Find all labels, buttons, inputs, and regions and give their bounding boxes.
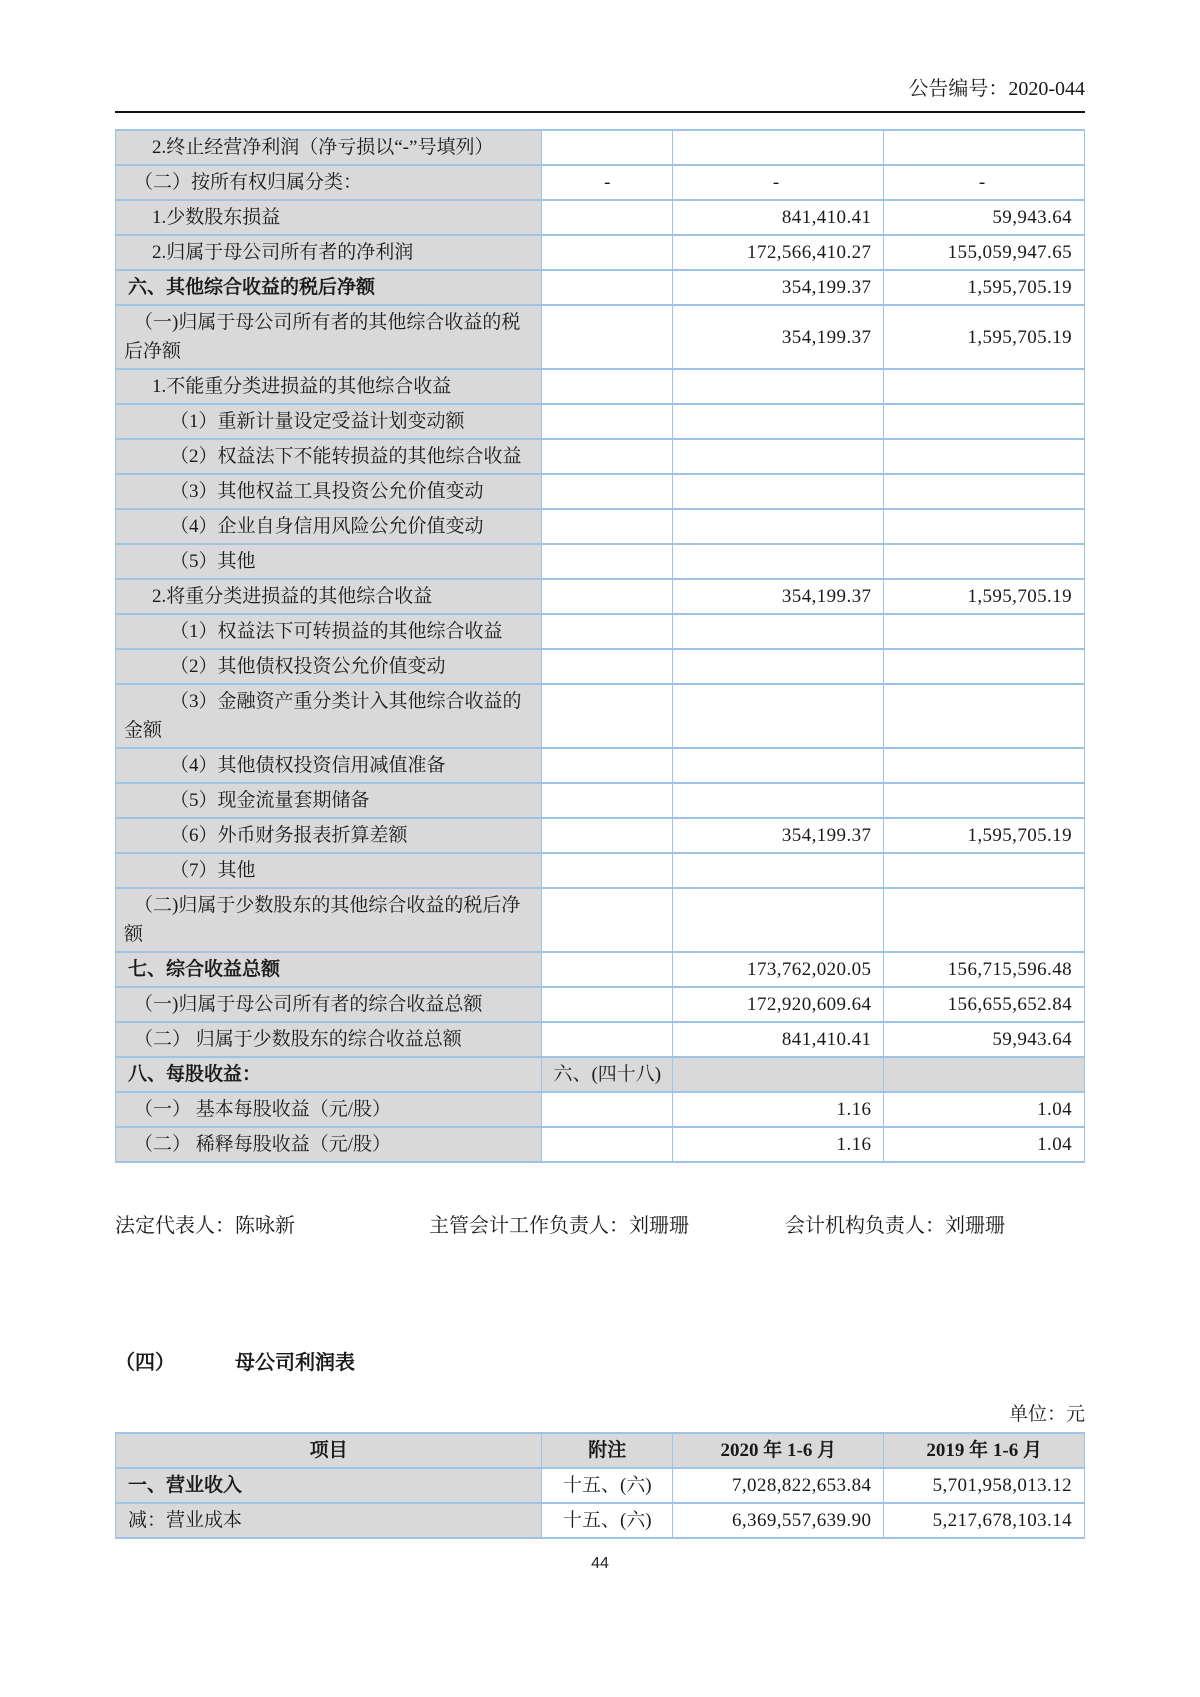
note-cell xyxy=(542,952,673,987)
value-2019-cell: 5,701,958,013.12 xyxy=(884,1468,1085,1503)
label-cell: （5）现金流量套期储备 xyxy=(116,783,542,818)
note-cell xyxy=(542,684,673,748)
value-2019-cell: 5,217,678,103.14 xyxy=(884,1503,1085,1538)
header-divider xyxy=(115,111,1085,113)
value-2020-cell: 1.16 xyxy=(673,1127,884,1162)
table-row xyxy=(116,200,1085,235)
value-2019-cell: 1,595,705.19 xyxy=(884,305,1085,369)
accounting-department-head: 会计机构负责人：刘珊珊 xyxy=(785,1215,1005,1237)
note-cell xyxy=(542,818,673,853)
value-2020-cell: 841,410.41 xyxy=(673,200,884,235)
note-cell xyxy=(542,270,673,305)
table-row xyxy=(116,509,1085,544)
value-2020-cell: 1.16 xyxy=(673,1092,884,1127)
label-cell: （2）权益法下不能转损益的其他综合收益 xyxy=(116,439,542,474)
table-row xyxy=(116,614,1085,649)
value-2020-cell xyxy=(673,783,884,818)
value-2019-cell xyxy=(884,439,1085,474)
table-row xyxy=(116,1057,1085,1092)
value-2020-cell xyxy=(673,130,884,165)
label-cell: 八、每股收益： xyxy=(116,1057,542,1092)
value-2019-cell: 1,595,705.19 xyxy=(884,579,1085,614)
value-2019-cell xyxy=(884,544,1085,579)
note-cell xyxy=(542,439,673,474)
label-cell: （二） 归属于少数股东的综合收益总额 xyxy=(116,1022,542,1057)
table-row xyxy=(116,130,1085,165)
value-2019-cell xyxy=(884,130,1085,165)
value-2020-cell xyxy=(673,748,884,783)
value-2019-cell: 1.04 xyxy=(884,1127,1085,1162)
col-header-2019: 2019 年 1-6 月 xyxy=(884,1433,1085,1468)
table-row xyxy=(116,1127,1085,1162)
table-row xyxy=(116,888,1085,952)
table-row xyxy=(116,369,1085,404)
label-cell: （7）其他 xyxy=(116,853,542,888)
label-cell: 减：营业成本 xyxy=(116,1503,542,1538)
value-2020-cell xyxy=(673,684,884,748)
value-2020-cell: 6,369,557,639.90 xyxy=(673,1503,884,1538)
note-cell xyxy=(542,853,673,888)
value-2019-cell xyxy=(884,853,1085,888)
table-row xyxy=(116,987,1085,1022)
page-content xyxy=(115,0,1085,1573)
value-2020-cell xyxy=(673,369,884,404)
section-heading xyxy=(115,1346,1085,1375)
value-2019-cell xyxy=(884,684,1085,748)
note-cell: - xyxy=(542,165,673,200)
col-header-item: 项目 xyxy=(116,1433,542,1468)
value-2019-cell xyxy=(884,614,1085,649)
value-2020-cell xyxy=(673,509,884,544)
label-cell: 2.归属于母公司所有者的净利润 xyxy=(116,235,542,270)
value-2020-cell: 354,199.37 xyxy=(673,818,884,853)
note-cell xyxy=(542,305,673,369)
value-2019-cell xyxy=(884,1057,1085,1092)
value-2019-cell xyxy=(884,748,1085,783)
note-cell xyxy=(542,130,673,165)
note-cell xyxy=(542,783,673,818)
value-2019-cell: 59,943.64 xyxy=(884,200,1085,235)
legal-representative: 法定代表人：陈咏新 xyxy=(115,1215,295,1237)
table-row xyxy=(116,853,1085,888)
label-cell: （一） 基本每股收益（元/股） xyxy=(116,1092,542,1127)
value-2019-cell xyxy=(884,474,1085,509)
col-header-2020: 2020 年 1-6 月 xyxy=(673,1433,884,1468)
note-cell xyxy=(542,1022,673,1057)
note-cell: 十五、(六) xyxy=(542,1503,673,1538)
announcement-number: 公告编号：2020-044 xyxy=(908,78,1085,100)
value-2020-cell xyxy=(673,1057,884,1092)
value-2020-cell: 172,566,410.27 xyxy=(673,235,884,270)
table-row xyxy=(116,1468,1085,1503)
parent-income-statement-table xyxy=(115,1432,1085,1539)
col-header-note: 附注 xyxy=(542,1433,673,1468)
table-row xyxy=(116,579,1085,614)
value-2019-cell: 1.04 xyxy=(884,1092,1085,1127)
table-row xyxy=(116,474,1085,509)
label-cell: 2.将重分类进损益的其他综合收益 xyxy=(116,579,542,614)
value-2019-cell xyxy=(884,404,1085,439)
label-cell: 1.不能重分类进损益的其他综合收益 xyxy=(116,369,542,404)
table-row xyxy=(116,818,1085,853)
table-row xyxy=(116,684,1085,748)
label-cell: （2）其他债权投资公允价值变动 xyxy=(116,649,542,684)
consolidated-income-statement-body xyxy=(116,130,1085,1162)
value-2019-cell: 59,943.64 xyxy=(884,1022,1085,1057)
value-2019-cell: 156,655,652.84 xyxy=(884,987,1085,1022)
label-cell: （5）其他 xyxy=(116,544,542,579)
table-row xyxy=(116,439,1085,474)
label-cell: 1.少数股东损益 xyxy=(116,200,542,235)
note-cell xyxy=(542,579,673,614)
value-2020-cell xyxy=(673,439,884,474)
section-title: 母公司利润表 xyxy=(235,1352,355,1374)
label-cell: （3）其他权益工具投资公允价值变动 xyxy=(116,474,542,509)
value-2020-cell: 7,028,822,653.84 xyxy=(673,1468,884,1503)
label-cell: 六、其他综合收益的税后净额 xyxy=(116,270,542,305)
value-2020-cell: 354,199.37 xyxy=(673,305,884,369)
table-row xyxy=(116,544,1085,579)
value-2020-cell: 173,762,020.05 xyxy=(673,952,884,987)
label-cell: （4）其他债权投资信用减值准备 xyxy=(116,748,542,783)
label-cell: （1）权益法下可转损益的其他综合收益 xyxy=(116,614,542,649)
signature-line xyxy=(115,1209,1085,1238)
note-cell xyxy=(542,544,673,579)
value-2020-cell xyxy=(673,474,884,509)
value-2020-cell: - xyxy=(673,165,884,200)
value-2020-cell xyxy=(673,853,884,888)
consolidated-income-statement-table xyxy=(115,129,1085,1163)
value-2019-cell xyxy=(884,783,1085,818)
note-cell xyxy=(542,748,673,783)
parent-income-statement-body xyxy=(116,1468,1085,1538)
label-cell: （一)归属于母公司所有者的综合收益总额 xyxy=(116,987,542,1022)
value-2020-cell: 354,199.37 xyxy=(673,270,884,305)
value-2020-cell xyxy=(673,888,884,952)
label-cell: 七、综合收益总额 xyxy=(116,952,542,987)
label-cell: （二） 稀释每股收益（元/股） xyxy=(116,1127,542,1162)
label-cell: 一、营业收入 xyxy=(116,1468,542,1503)
value-2019-cell xyxy=(884,649,1085,684)
table-row xyxy=(116,1092,1085,1127)
note-cell xyxy=(542,369,673,404)
value-2020-cell: 172,920,609.64 xyxy=(673,987,884,1022)
label-cell: （4）企业自身信用风险公允价值变动 xyxy=(116,509,542,544)
value-2020-cell xyxy=(673,614,884,649)
table-row xyxy=(116,649,1085,684)
table-row xyxy=(116,1503,1085,1538)
label-cell: （二)归属于少数股东的其他综合收益的税后净额 xyxy=(116,888,542,952)
label-cell: （6）外币财务报表折算差额 xyxy=(116,818,542,853)
table-row xyxy=(116,404,1085,439)
label-cell: （1）重新计量设定受益计划变动额 xyxy=(116,404,542,439)
value-2019-cell: 1,595,705.19 xyxy=(884,818,1085,853)
note-cell xyxy=(542,474,673,509)
value-2019-cell: - xyxy=(884,165,1085,200)
value-2019-cell xyxy=(884,509,1085,544)
table-row xyxy=(116,1022,1085,1057)
value-2020-cell xyxy=(673,544,884,579)
note-cell xyxy=(542,509,673,544)
label-cell: （二）按所有权归属分类： xyxy=(116,165,542,200)
note-cell xyxy=(542,649,673,684)
value-2019-cell xyxy=(884,888,1085,952)
label-cell: （一)归属于母公司所有者的其他综合收益的税后净额 xyxy=(116,305,542,369)
note-cell: 十五、(六) xyxy=(542,1468,673,1503)
note-cell xyxy=(542,888,673,952)
table-row xyxy=(116,748,1085,783)
table-row xyxy=(116,270,1085,305)
label-cell: 2.终止经营净利润（净亏损以“-”号填列） xyxy=(116,130,542,165)
value-2019-cell: 1,595,705.19 xyxy=(884,270,1085,305)
value-2019-cell: 156,715,596.48 xyxy=(884,952,1085,987)
table-row xyxy=(116,952,1085,987)
table-row xyxy=(116,783,1085,818)
value-2019-cell xyxy=(884,369,1085,404)
note-cell: 六、(四十八) xyxy=(542,1057,673,1092)
note-cell xyxy=(542,235,673,270)
unit-label: 单位：元 xyxy=(1008,1404,1085,1425)
section-number: （四） xyxy=(115,1352,175,1374)
table-row xyxy=(116,235,1085,270)
note-cell xyxy=(542,404,673,439)
note-cell xyxy=(542,200,673,235)
value-2020-cell: 841,410.41 xyxy=(673,1022,884,1057)
table-row xyxy=(116,165,1085,200)
page-number: 44 xyxy=(591,1555,609,1572)
value-2020-cell xyxy=(673,404,884,439)
value-2019-cell: 155,059,947.65 xyxy=(884,235,1085,270)
note-cell xyxy=(542,987,673,1022)
note-cell xyxy=(542,1092,673,1127)
label-cell: （3）金融资产重分类计入其他综合收益的金额 xyxy=(116,684,542,748)
value-2020-cell xyxy=(673,649,884,684)
parent-income-statement-header xyxy=(116,1433,1085,1468)
table-row xyxy=(116,305,1085,369)
chief-accounting-officer: 主管会计工作负责人：刘珊珊 xyxy=(429,1215,689,1237)
value-2020-cell: 354,199.37 xyxy=(673,579,884,614)
note-cell xyxy=(542,1127,673,1162)
note-cell xyxy=(542,614,673,649)
